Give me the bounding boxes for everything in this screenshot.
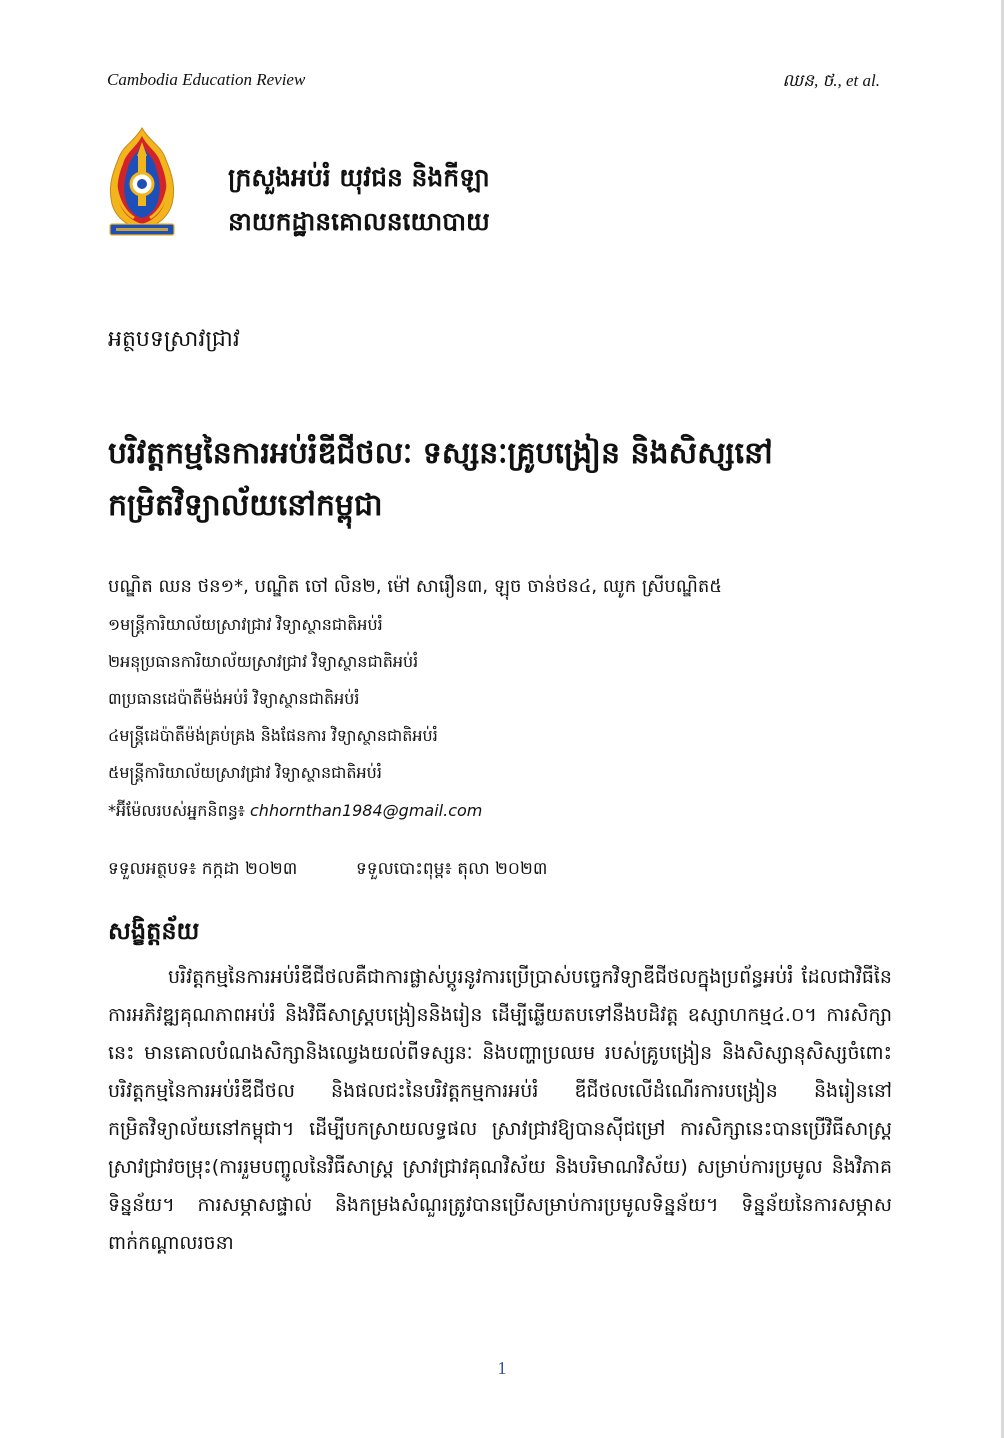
journal-name: Cambodia Education Review — [107, 70, 306, 89]
title-line-1: បរិវត្តកម្មនៃការអប់រំឌីជីថលៈ ទស្សនៈគ្រូបង្រៀន និងសិស្សនៅ — [108, 436, 773, 471]
article-type: អត្ថបទស្រាវជ្រាវ — [108, 327, 240, 352]
affiliation-2: ២អនុប្រធានការិយាល័យស្រាវជ្រាវ វិទ្យាស្ថានជាតិអប់រំ — [108, 652, 419, 671]
page-number: 1 — [497, 1358, 507, 1378]
affiliation-5: ៥មន្ត្រីការិយាល័យស្រាវជ្រាវ វិទ្យាស្ថានជាតិអប់រំ — [108, 763, 382, 782]
running-header — [107, 70, 880, 94]
dates — [108, 858, 808, 883]
department-name: នាយកដ្ឋានគោលនយោបាយ — [228, 207, 490, 236]
ministry-name: ក្រសួងអប់រំ យុវជន និងកីឡា — [228, 163, 490, 192]
running-author: ឈន, ថ., et al. — [782, 71, 880, 90]
affiliation-4: ៤មន្ត្រីដេប៉ាតឺម៉ង់គ្រប់គ្រង និងផែនការ វិទ្យាស្ថានជាតិអប់រំ — [108, 726, 438, 745]
affiliation-1: ១មន្ត្រីការិយាល័យស្រាវជ្រាវ វិទ្យាស្ថានជាតិអប់រំ — [108, 615, 383, 634]
ministry-block — [228, 156, 490, 244]
received-date: ទទួលអត្ថបទ៖ កក្កដា ២០២៣ — [108, 859, 298, 879]
article-title — [108, 428, 908, 532]
abstract-heading: សង្ខិត្តន័យ — [108, 917, 200, 945]
title-line-2: កម្រិតវិទ្យាល័យនៅកម្ពុជា — [108, 488, 383, 523]
ministry-logo — [104, 126, 180, 238]
corresponding-email — [108, 800, 482, 824]
author-list: បណ្ឌិត ឈន ថន១*, បណ្ឌិត ចៅ លិន២, ម៉ៅ សារឿន៣, ឡុច ចាន់ថន៤, ឈូក ស្រីបណ្ឌិត៥ — [108, 576, 722, 597]
affiliation-3: ៣ប្រធានដេប៉ាតឺម៉ង់អប់រំ វិទ្យាស្ថានជាតិអប់រំ — [108, 689, 360, 708]
email-address[interactable]: chhornthan1984@gmail.com — [250, 801, 483, 820]
abstract-text: បរិវត្តកម្មនៃការអប់រំឌីជីថលគឺជាការផ្លាស់ប្ដូរនូវការប្រើប្រាស់បច្ចេកវិទ្យាឌីជីថលក្នុងប្រព័ន្ធអប់រំ ដែលជាវិធីនៃការអភិវឌ្ឍគុណភាពអប់រំ និងវិធីសាស្ត្របង្រៀននិងរៀន ដើម្បីឆ្លើយតបទៅនឹងបដិវត្ត ឧស្សាហកម្ម៤.០។ ការសិក្សានេះ មានគោលបំណងសិក្សានិងឈ្វេងយល់ពីទស្សនៈ និងបញ្ហាប្រឈម របស់គ្រូបង្រៀន និងសិស្សានុសិស្សចំពោះបរិវត្តកម្មនៃការអប់រំឌីជីថល និងផលជះនៃបរិវត្តកម្មការអប់រំ ឌីជីថលលើដំណើរការបង្រៀន និងរៀននៅកម្រិតវិទ្យាល័យនៅកម្ពុជា។ ដើម្បីបកស្រាយលទ្ធផល ស្រាវជ្រាវឱ្យបានស៊ីជម្រៅ ការសិក្សានេះបានប្រើវិធីសាស្ត្រស្រាវជ្រាវចម្រុះ(ការរួមបញ្ចូលនៃវិធីសាស្ត្រ ស្រាវជ្រាវគុណវិស័យ និងបរិមាណវិស័យ) សម្រាប់ការប្រមូល និងវិភាគទិន្នន័យ។ ការសម្ភាសផ្ទាល់ និងកម្រងសំណួរត្រូវបានប្រើសម្រាប់ការប្រមូលទិន្នន័យ។ ទិន្នន័យនៃការសម្ភាសពាក់កណ្ដាលរចនា — [108, 966, 892, 1254]
published-date: ទទួលបោះពុម្ព៖ តុលា ២០២៣ — [356, 859, 548, 879]
email-label: *អ៊ីម៉ែលរបស់អ្នកនិពន្ធ៖ — [108, 801, 250, 820]
